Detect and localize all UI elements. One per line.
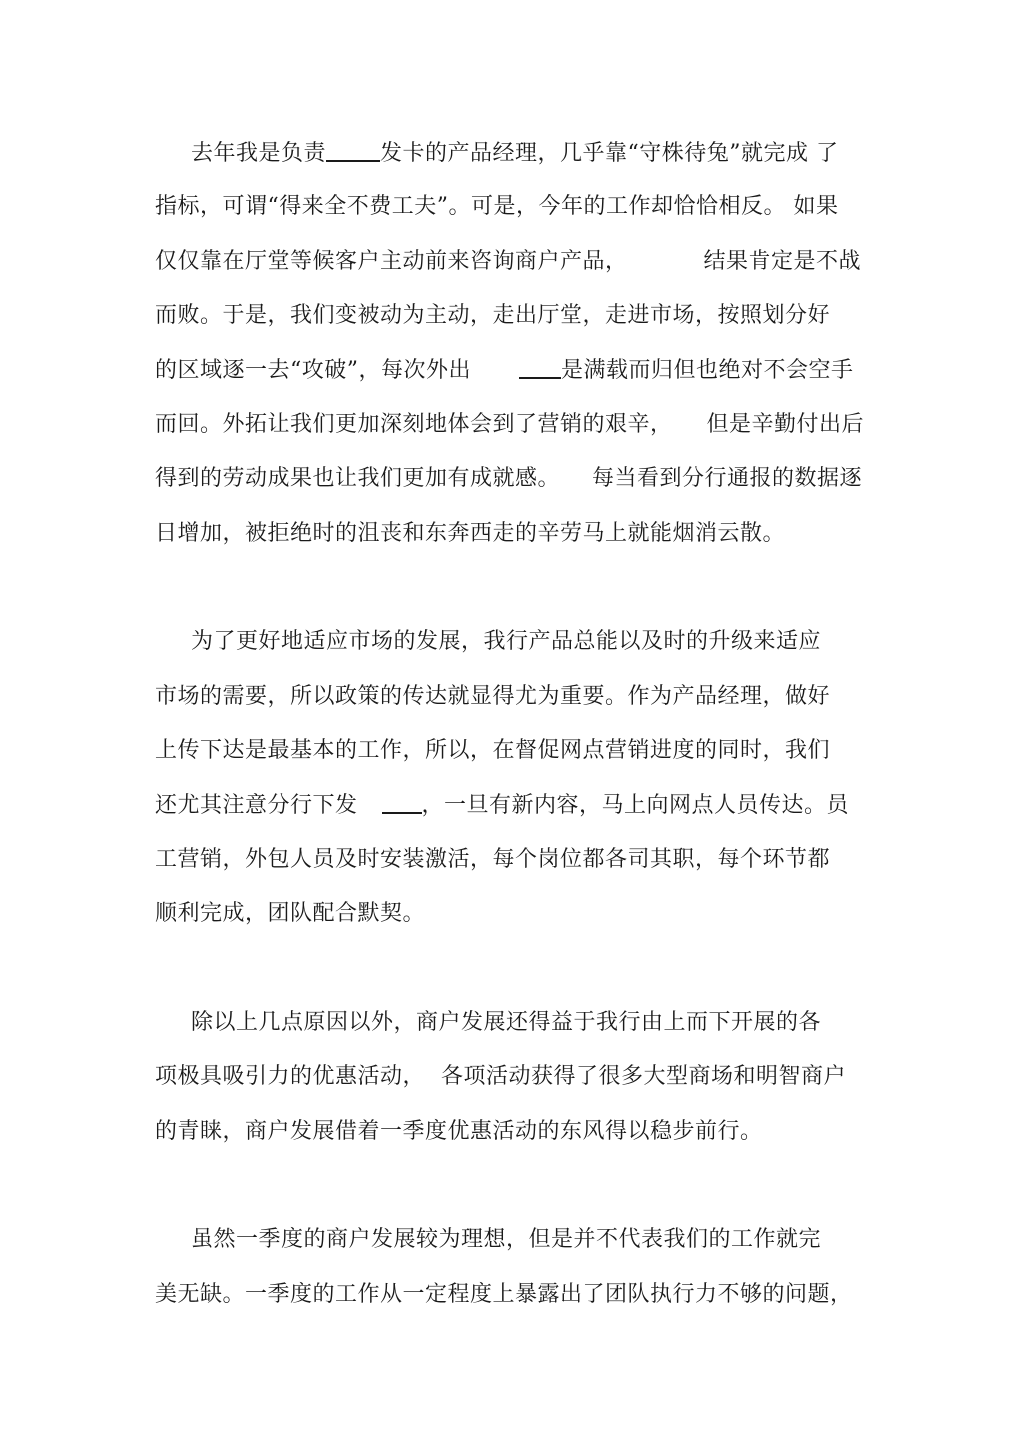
text-line: 虽然一季度的商户发展较为理想，但是并不代表我们的工作就完 (191, 1227, 822, 1252)
fill-in-blank (519, 355, 561, 379)
text-line: 仅仅靠在厅堂等候客户主动前来咨询商户产品， 结果肯定是不战 (155, 249, 862, 274)
text-line: 还尤其注意分行下发 ，一旦有新内容，马上向网点人员传达。员 (155, 790, 849, 821)
text-line: 去年我是负责 发卡的产品经理，几乎靠“守株待兔”就完成 了 (191, 138, 839, 169)
text-line: 市场的需要，所以政策的传达就显得尤为重要。作为产品经理，做好 (155, 684, 831, 709)
text-line: 日增加，被拒绝时的沮丧和东奔西走的辛劳马上就能烟消云散。 (155, 521, 786, 546)
text-line: 项极具吸引力的优惠活动， 各项活动获得了很多大型商场和明智商户 (155, 1064, 847, 1089)
text-line: 得到的劳动成果也让我们更加有成就感。 每当看到分行通报的数据逐 (155, 466, 863, 491)
fill-in-blank (326, 138, 380, 162)
text-line: 的区域逐一去“攻破”，每次外出 是满载而归但也绝对不会空手 (155, 355, 854, 386)
text-line: 的青睐，商户发展借着一季度优惠活动的东风得以稳步前行。 (155, 1119, 763, 1144)
fill-in-blank (382, 790, 422, 814)
text-line: 指标，可谓“得来全不费工夫”。可是，今年的工作却恰恰相反。 如果 (155, 194, 839, 219)
text-line: 工营销，外包人员及时安装激活，每个岗位都各司其职，每个环节都 (155, 847, 831, 872)
text-line: 为了更好地适应市场的发展，我行产品总能以及时的升级来适应 (191, 629, 822, 654)
text-line: 顺利完成，团队配合默契。 (155, 901, 426, 926)
text-line: 上传下达是最基本的工作，所以，在督促网点营销进度的同时，我们 (155, 738, 831, 763)
text-line: 而回。外拓让我们更加深刻地体会到了营销的艰辛， 但是辛勤付出后 (155, 412, 865, 437)
text-line: 除以上几点原因以外，商户发展还得益于我行由上而下开展的各 (191, 1010, 822, 1035)
text-line: 美无缺。一季度的工作从一定程度上暴露出了团队执行力不够的问题， (155, 1282, 853, 1307)
text-line: 而败。于是，我们变被动为主动，走出厅堂，走进市场，按照划分好 (155, 303, 831, 328)
